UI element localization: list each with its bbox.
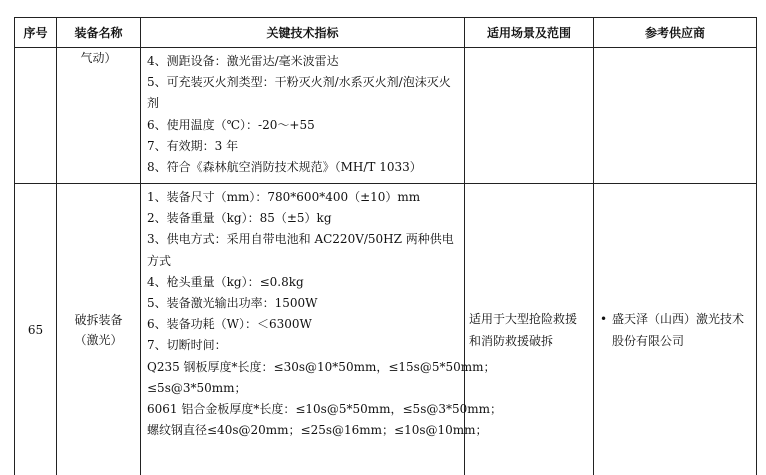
- equipment-name: [57, 184, 141, 475]
- spec-line: 7、切断时间：: [147, 335, 458, 356]
- equipment-name-line: 破拆装备: [57, 310, 140, 330]
- supplier-name: [612, 308, 744, 352]
- header-supplier: 参考供应商: [594, 18, 757, 48]
- table-header-row: [15, 18, 757, 48]
- spec-line: 5、装备激光输出功率：1500W: [147, 293, 458, 314]
- spec-line: 5、可充装灭火剂类型：干粉灭火剂/水系灭火剂/泡沫灭火: [147, 72, 458, 93]
- header-scene: 适用场景及范围: [465, 18, 594, 48]
- spec-line: 6061 铝合金板厚度*长度：≤10s@5*50mm，≤5s@3*50mm；: [147, 399, 458, 420]
- spec-line: Q235 钢板厚度*长度：≤30s@10*50mm，≤15s@5*50mm；: [147, 357, 458, 378]
- scene-line: 和消防救援破拆: [469, 330, 589, 352]
- header-spec: 关键技术指标: [141, 18, 465, 48]
- spec-line: 6、装备功耗（W）：＜6300W: [147, 314, 458, 335]
- supplier-entry: [600, 308, 752, 352]
- spec-line: 2、装备重量（kg）：85（±5）kg: [147, 208, 458, 229]
- row-number: [15, 48, 57, 184]
- supplier-name-line: 股份有限公司: [612, 330, 744, 352]
- table-row: [15, 48, 757, 184]
- spec-cell: [141, 184, 465, 475]
- header-name: 装备名称: [57, 18, 141, 48]
- scene-line: 适用于大型抢险救援: [469, 308, 589, 330]
- spec-line: 3、供电方式：采用自带电池和 AC220V/50HZ 两种供电: [147, 229, 458, 250]
- spec-line: 4、枪头重量（kg）：≤0.8kg: [147, 272, 458, 293]
- spec-cell: [141, 48, 465, 184]
- spec-line: 螺纹钢直径≤40s@20mm；≤25s@16mm；≤10s@10mm；: [147, 420, 458, 441]
- equipment-name: [57, 48, 141, 184]
- supplier-cell: [594, 48, 757, 184]
- spec-line: 1、装备尺寸（mm）：780*600*400（±10）mm: [147, 187, 458, 208]
- spec-line: 剂: [147, 93, 458, 114]
- scene-cell: [465, 48, 594, 184]
- spec-line: 8、符合《森林航空消防技术规范》（MH/T 1033）: [147, 157, 458, 178]
- spec-line: ≤5s@3*50mm；: [147, 378, 458, 399]
- row-number: 65: [15, 184, 57, 475]
- supplier-cell: [594, 184, 757, 475]
- supplier-name-line: 盛天泽（山西）激光技术: [612, 308, 744, 330]
- table-row: [15, 184, 757, 475]
- equipment-table: [14, 17, 757, 475]
- spec-line: 7、有效期：3 年: [147, 136, 458, 157]
- equipment-name-line: 气动）: [57, 48, 140, 68]
- spec-line: 6、使用温度（℃）：-20～+55: [147, 115, 458, 136]
- equipment-name-line: （激光）: [57, 330, 140, 350]
- spec-line: 方式: [147, 251, 458, 272]
- header-no: 序号: [15, 18, 57, 48]
- bullet-icon: •: [600, 308, 612, 352]
- spec-line: 4、测距设备：激光雷达/毫米波雷达: [147, 51, 458, 72]
